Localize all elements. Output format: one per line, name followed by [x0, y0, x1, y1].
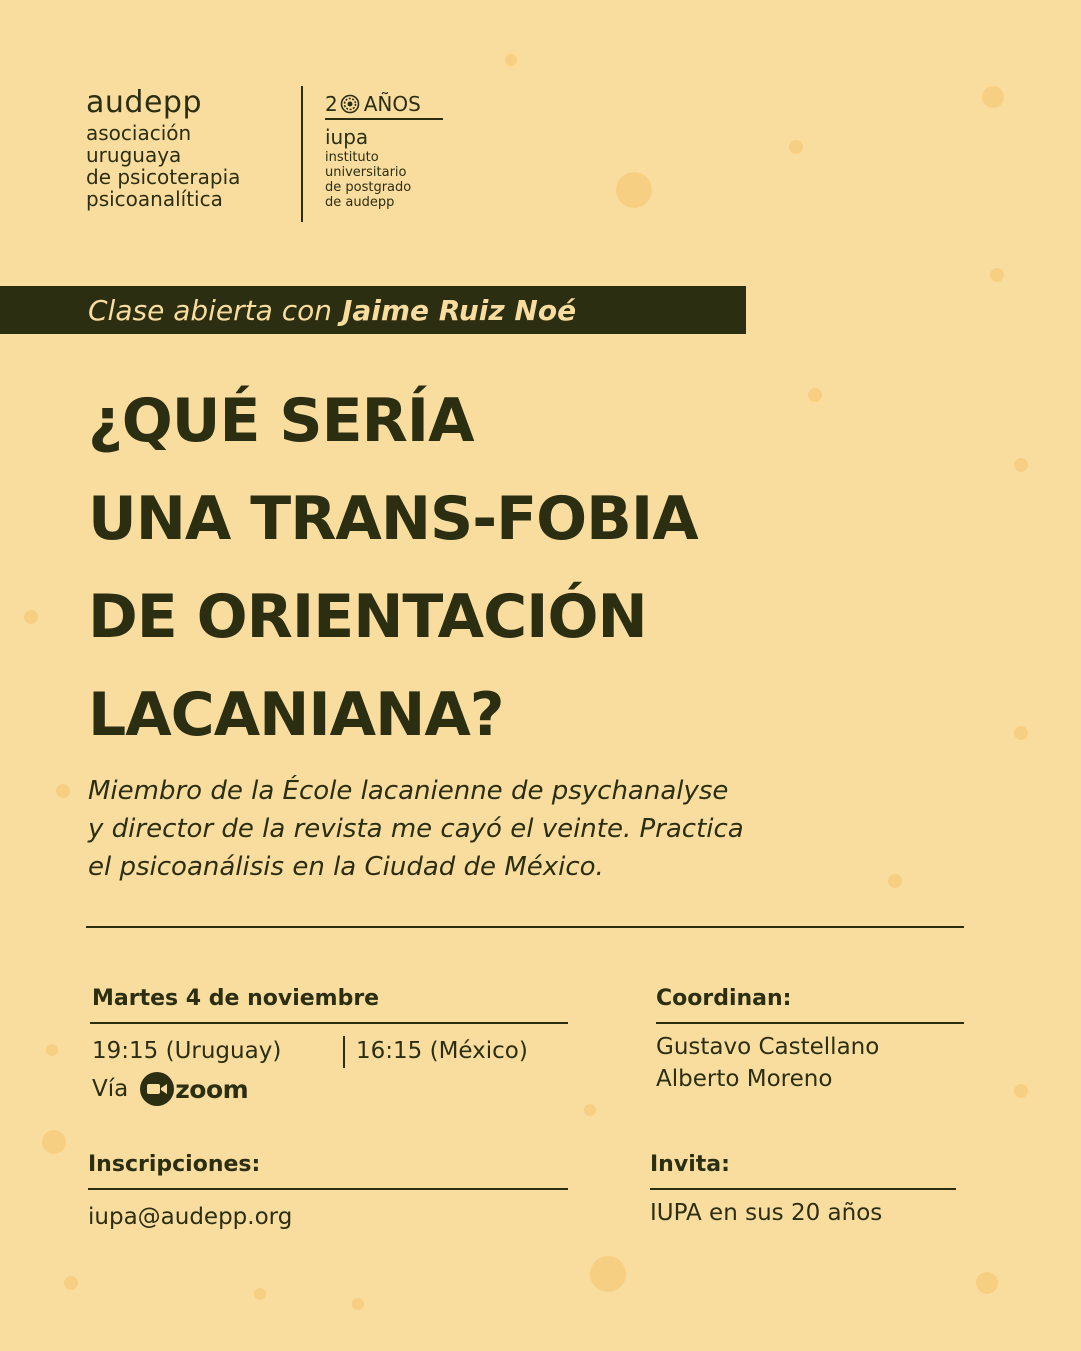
- speaker-banner: [0, 286, 746, 334]
- title-line: UNA TRANS-FOBIA: [88, 484, 698, 554]
- decorative-dot: [46, 1044, 58, 1056]
- iupa-logo: [325, 92, 443, 210]
- bio-line: y director de la revista me cayó el veinte. Practica: [88, 814, 744, 844]
- audepp-subtitle-line: asociación: [86, 121, 192, 145]
- speaker-name: Jaime Ruiz Noé: [341, 293, 577, 327]
- decorative-dot: [56, 784, 70, 798]
- audepp-subtitle-line: de psicoterapia: [86, 165, 241, 189]
- time-divider: [343, 1036, 345, 1068]
- banner-prefix: Clase abierta con: [88, 293, 332, 327]
- decorative-dot: [584, 1104, 596, 1116]
- section-divider: [86, 926, 964, 928]
- decorative-dot: [64, 1276, 78, 1290]
- decorative-dot: [352, 1298, 364, 1310]
- date-label: Martes 4 de noviembre: [92, 986, 380, 1011]
- decorative-dot: [808, 388, 822, 402]
- decorative-dot: [1014, 458, 1028, 472]
- date-rule: [90, 1022, 568, 1024]
- decorative-dot: [982, 86, 1004, 108]
- mandala-icon: [340, 94, 360, 114]
- coordinators-rule: [656, 1022, 964, 1024]
- years-label: AÑOS: [363, 92, 421, 116]
- iupa-subtitle-line: de postgrado: [325, 180, 412, 195]
- audepp-logo: [86, 85, 241, 211]
- registration-rule: [88, 1188, 568, 1190]
- decorative-dot: [990, 268, 1004, 282]
- registration-email[interactable]: iupa@audepp.org: [88, 1204, 293, 1230]
- years-number: 2: [325, 92, 338, 116]
- invite-label: Invita:: [650, 1152, 730, 1177]
- coordinator-name: Gustavo Castellano: [656, 1034, 880, 1060]
- coordinator-name: Alberto Moreno: [656, 1066, 833, 1092]
- iupa-subtitle: [325, 150, 443, 210]
- time-mexico: 16:15 (México): [356, 1038, 528, 1064]
- decorative-dot: [616, 172, 652, 208]
- platform-row: [92, 1072, 248, 1106]
- logo-divider: [301, 86, 303, 222]
- audepp-subtitle-line: psicoanalítica: [86, 187, 223, 211]
- title-line: LACANIANA?: [88, 680, 504, 750]
- invite-text: IUPA en sus 20 años: [650, 1200, 883, 1226]
- decorative-dot: [505, 54, 517, 66]
- iupa-subtitle-line: de audepp: [325, 195, 395, 210]
- registration-label: Inscripciones:: [88, 1152, 261, 1177]
- anniversary-mark: [325, 92, 443, 116]
- bio-line: Miembro de la École lacanienne de psychanalyse: [88, 776, 729, 806]
- decorative-dot: [24, 610, 38, 624]
- iupa-subtitle-line: instituto: [325, 150, 379, 165]
- decorative-dot: [254, 1288, 266, 1300]
- iupa-brand: iupa: [325, 125, 369, 149]
- title-line: DE ORIENTACIÓN: [88, 582, 647, 652]
- via-label: Vía: [92, 1076, 129, 1102]
- iupa-subtitle-line: universitario: [325, 165, 407, 180]
- decorative-dot: [1014, 726, 1028, 740]
- audepp-subtitle-line: uruguaya: [86, 143, 182, 167]
- time-uruguay: 19:15 (Uruguay): [92, 1038, 282, 1064]
- decorative-dot: [42, 1130, 66, 1154]
- audepp-subtitle: [86, 122, 240, 210]
- zoom-wordmark: zoom: [175, 1074, 249, 1104]
- coordinators-label: Coordinan:: [656, 986, 792, 1011]
- decorative-dot: [976, 1272, 998, 1294]
- anniversary-underline: [325, 118, 443, 120]
- invite-rule: [650, 1188, 956, 1190]
- audepp-brand: audepp: [86, 85, 202, 120]
- event-title: [88, 372, 698, 764]
- zoom-camera-icon: [140, 1072, 174, 1106]
- title-line: ¿QUÉ SERÍA: [88, 386, 474, 456]
- zoom-logo: [140, 1072, 248, 1106]
- decorative-dot: [789, 140, 803, 154]
- bio-line: el psicoanálisis en la Ciudad de México.: [88, 852, 604, 882]
- decorative-dot: [1014, 1084, 1028, 1098]
- decorative-dot: [590, 1256, 626, 1292]
- speaker-bio: [88, 772, 968, 886]
